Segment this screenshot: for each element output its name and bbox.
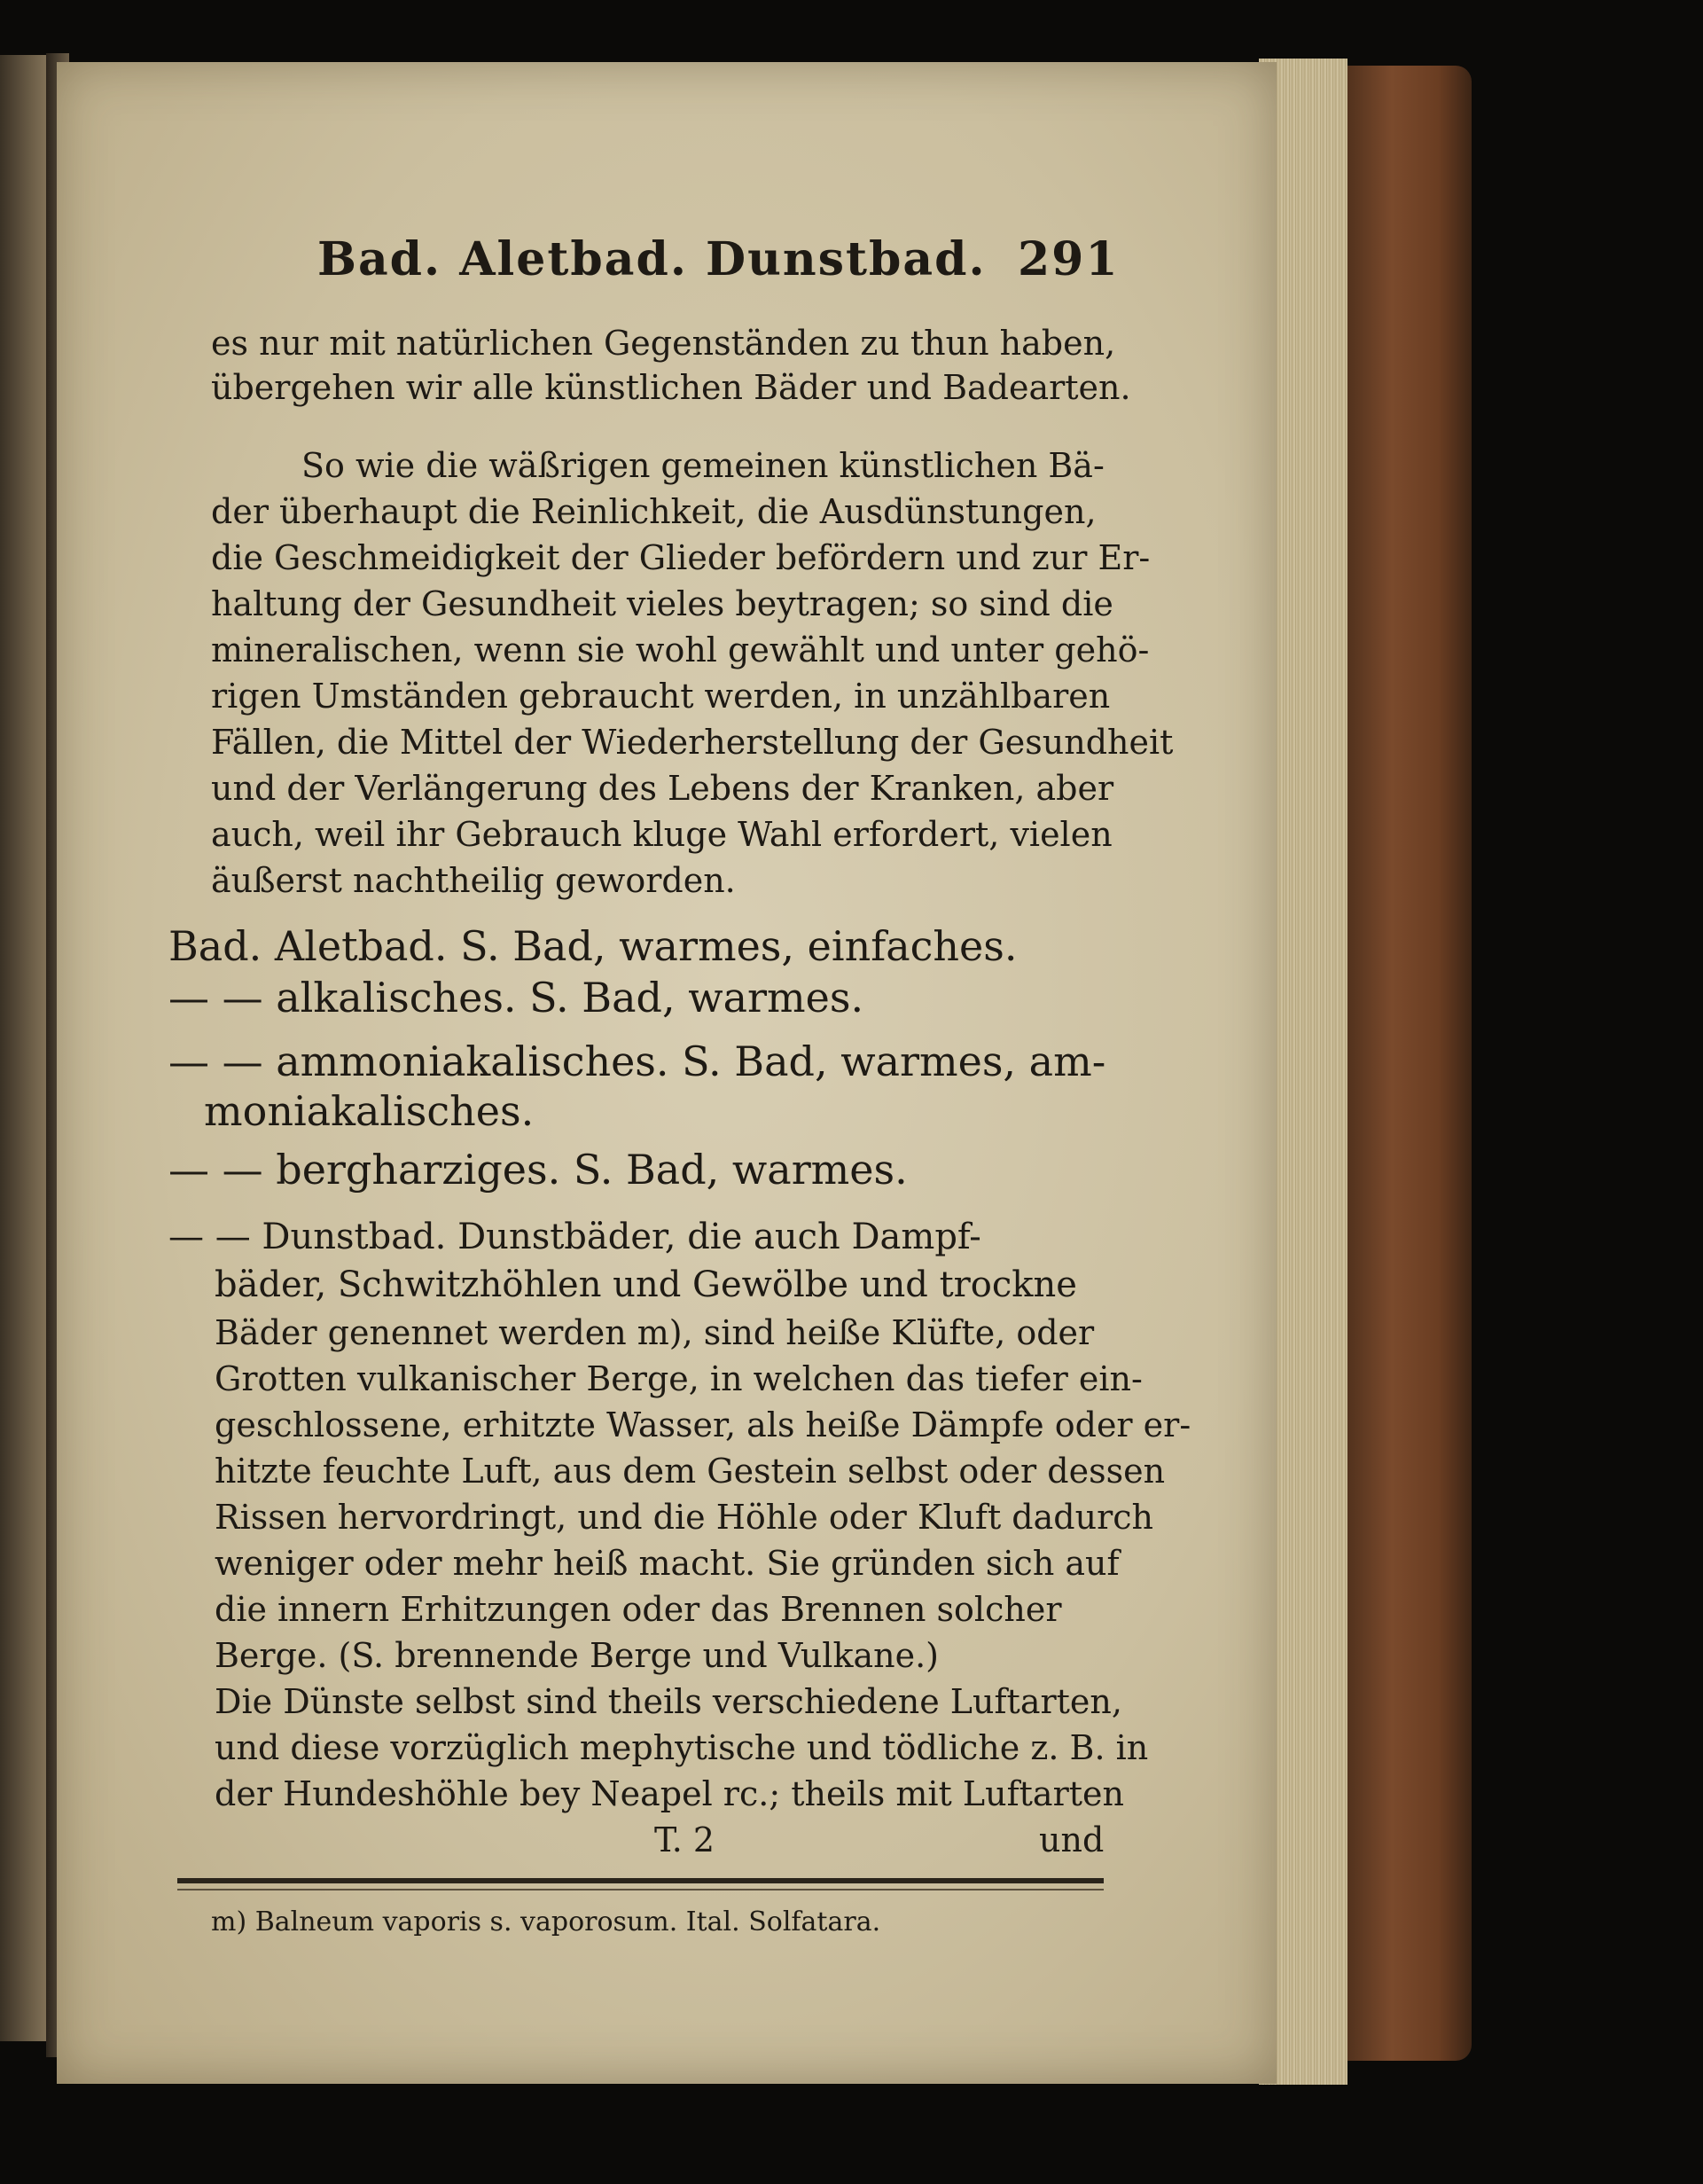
text-line: die innern Erhitzungen oder das Brennen solcher [215,1590,1062,1629]
footnote-rule-thin [177,1889,1104,1890]
text-line: haltung der Gesundheit vieles beytragen; so sind die [211,584,1113,623]
text-line: weniger oder mehr heiß macht. Sie gründen sich auf [215,1544,1120,1583]
entry-bad-aletbad: Bad. Aletbad. S. Bad, warmes, einfaches. [168,922,1018,970]
text-line: mineralischen, wenn sie wohl gewählt und unter gehö- [211,630,1150,669]
text-line: So wie die wäßrigen gemeinen künstlichen Bä- [301,446,1105,485]
text-line: Fällen, die Mittel der Wiederherstellung der Gesundheit [211,723,1174,762]
text-line: die Geschmeidigkeit der Glieder befördern und zur Er- [211,538,1151,577]
entry-dunstbad: — — Dunstbad. Dunstbäder, die auch Dampf- [168,1217,981,1257]
catchword: und [1039,1820,1105,1859]
text-line: der überhaupt die Reinlichkeit, die Ausdünstungen, [211,492,1097,531]
text-line: und diese vorzüglich mephytische und tödliche z. B. in [215,1728,1149,1767]
signature-mark: T. 2 [654,1820,715,1859]
page-number: 291 [1018,232,1120,286]
text-line: äußerst nachtheilig geworden. [211,861,736,900]
text-line: Rissen hervordringt, und die Höhle oder Kluft dadurch [215,1498,1153,1537]
text-line: rigen Umständen gebraucht werden, in unzählbaren [211,677,1111,716]
entry-alkalisches: — — alkalisches. S. Bad, warmes. [168,974,864,1022]
text-line: bäder, Schwitzhöhlen und Gewölbe und trockne [215,1264,1077,1305]
text-line: und der Verlängerung des Lebens der Kranken, aber [211,769,1114,808]
text-line: es nur mit natürlichen Gegenständen zu thun haben, [211,324,1116,363]
book-cover [1339,66,1472,2061]
text-line: Bäder genennet werden m), sind heiße Klüfte, oder [215,1313,1095,1352]
footnote-rule [177,1878,1104,1883]
text-line: Die Dünste selbst sind theils verschiedene Luftarten, [215,1682,1122,1721]
text-line: Berge. (S. brennende Berge und Vulkane.) [215,1636,939,1675]
text-line: hitzte feuchte Luft, aus dem Gestein selbst oder dessen [215,1452,1166,1491]
entry-ammoniakalisches: — — ammoniakalisches. S. Bad, warmes, am- [168,1037,1106,1085]
text-line: Grotten vulkanischer Berge, in welchen das tiefer ein- [215,1359,1143,1398]
text-line: übergehen wir alle künstlichen Bäder und Badearten. [211,368,1131,407]
text-line: der Hundeshöhle bey Neapel rc.; theils mit Luftarten [215,1774,1124,1813]
running-head: Bad. Aletbad. Dunstbad. [317,232,987,286]
footnote: m) Balneum vaporis s. vaporosum. Ital. Solfatara. [211,1906,881,1937]
entry-bergharziges: — — bergharziges. S. Bad, warmes. [168,1146,908,1194]
entry-ammoniakalisches-cont: moniakalisches. [204,1087,535,1135]
text-line: auch, weil ihr Gebrauch kluge Wahl erfordert, vielen [211,815,1113,854]
text-line: geschlossene, erhitzte Wasser, als heiße Dämpfe oder er- [215,1405,1191,1444]
